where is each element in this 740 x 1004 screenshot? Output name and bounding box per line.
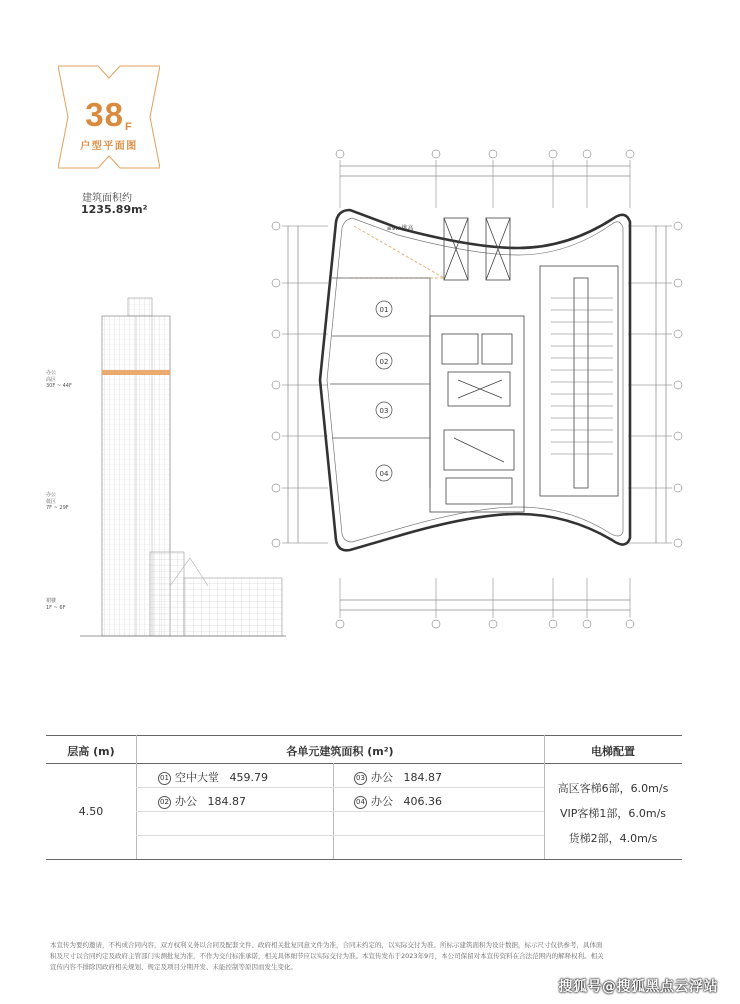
unit-row-02: 02 办公 184.87: [158, 793, 246, 809]
unit-label-01: 01: [379, 306, 389, 314]
floor-badge: [58, 64, 160, 170]
elevation-drawing: [50, 290, 290, 645]
unit-label-03: 03: [379, 407, 389, 415]
area-value: 1235.89m²: [81, 203, 148, 216]
plan-subtitle: 户型平面图: [80, 141, 138, 152]
elevator-high: 高区客梯6部，6.0m/s: [557, 782, 669, 795]
building-elevation: [46, 290, 290, 645]
zone-tag-low: 办公 低区 7F ~ 29F: [46, 492, 69, 511]
elevator-vip: VIP客梯1部，6.0m/s: [559, 807, 667, 820]
unit-row-03: 03 办公 184.87: [354, 769, 442, 785]
void-label: ≡9m挑高: [386, 225, 414, 232]
disclaimer-text: 本宣传为要约邀请，不构成合同内容，双方权利义务以合同及配套文件、政府相关批复同意文件为准，合同未约定的，以实际交付为准。所标示建筑面积为设计数据，标示尺寸仅供参考，具体面 积及尺寸以合同约定及政府主管部门实测批复为准，不作为交付标准承诺，相关具体细节应以实际交付为准。本宣传发布于2023年9月，本公司保留对本宣传资料在合法范围内的解释权利。相关 宣传内容不排除因政府相关规划、规定及项目分期开发、未能控制等原因而发生变化。: [50, 941, 604, 971]
col-header-unit-area: 各单元建筑面积 (m²): [286, 745, 394, 758]
col-header-height: 层高 (m): [67, 745, 115, 758]
floor-number: 38F: [85, 96, 133, 133]
floor-plan-drawing: [268, 148, 686, 630]
floor-plan: [268, 148, 686, 630]
unit-row-01: 01 空中大堂 459.79: [158, 769, 268, 785]
zone-tag-high: 办公 高区 30F ~ 44F: [46, 370, 72, 389]
area-label: 建筑面积约: [82, 193, 132, 204]
unit-label-04: 04: [379, 470, 389, 478]
zone-tag-podium: 裙楼 1F ~ 6F: [46, 598, 66, 611]
unit-row-04: 04 办公 406.36: [354, 793, 442, 809]
elevator-freight: 货梯2部，4.0m/s: [568, 832, 658, 845]
watermark: 搜狐号@搜狐黑点云浮站: [558, 979, 718, 995]
col-header-elevator: 电梯配置: [591, 745, 635, 758]
unit-area-table: [46, 735, 682, 859]
floor-height-value: 4.50: [78, 805, 104, 818]
unit-label-02: 02: [379, 358, 389, 366]
